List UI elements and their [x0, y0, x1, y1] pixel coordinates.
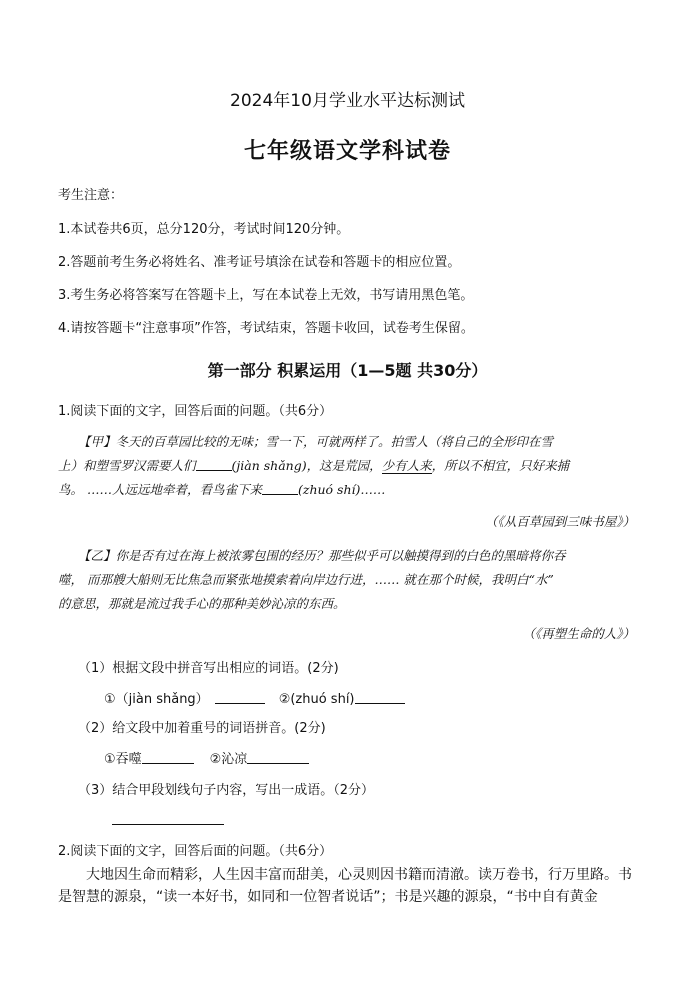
answer-blank[interactable]	[247, 751, 309, 764]
passage-source: （《再塑生命的人》）	[522, 626, 635, 641]
answer-blank[interactable]	[112, 812, 224, 825]
passage-jia-line: 【甲】冬天的百草园比较的无味；雪一下，可就两样了。拍雪人（将自己的全形印在雪	[78, 434, 554, 449]
passage-text: 上）和塑雪罗汉需要人们	[58, 458, 196, 473]
exam-title: 2024年10月学业水平达标测试	[230, 91, 465, 111]
passage-yi-line: 的意思，那就是流过我手心的那种美妙沁凉的东西。	[58, 596, 346, 611]
subquestion-3-prompt: （3）结合甲段划线句子内容，写出一成语。（2分）	[78, 783, 375, 798]
passage-yi-line: 噬， 而那艘大船则无比焦急而紧张地摸索着向岸边行进，…… 就在那个时候，我明白“水”	[58, 572, 554, 587]
question-2-prompt: 2.阅读下面的文字，回答后面的问题。（共6分）	[58, 844, 333, 859]
passage-text: 鸟。 ……人远远地牵着，看鸟雀下来	[58, 482, 262, 497]
part-title: 第一部分 积累运用（1—5题 共30分）	[207, 361, 488, 380]
answer-blank[interactable]	[355, 691, 405, 704]
passage-yi-line: 【乙】你是否有过在海上被浓雾包围的经历？那些似乎可以触摸得到的白色的黑暗将你吞	[78, 548, 566, 563]
answer-blank[interactable]	[196, 458, 232, 471]
subquestion-2-prompt: （2）给文段中加着重号的词语拼音。(2分)	[78, 721, 326, 736]
answer-blank[interactable]	[215, 691, 265, 704]
pinyin-hint: (jiàn shǎng)，这是荒园，	[231, 458, 382, 473]
notice-heading: 考生注意：	[58, 188, 124, 203]
answer-label: ①（jiàn shǎng）	[104, 692, 209, 707]
underlined-phrase: 少有人来	[381, 458, 432, 473]
subquestion-1-answers	[104, 688, 405, 707]
answer-label: ①吞噬	[104, 752, 142, 767]
subject-title: 七年级语文学科试卷	[243, 139, 451, 164]
notice-item: 3.考生务必将答案写在答题卡上，写在本试卷上无效，书写请用黑色笔。	[58, 288, 474, 303]
question-1-prompt: 1.阅读下面的文字，回答后面的问题。（共6分）	[58, 404, 333, 419]
passage-jia-line	[58, 480, 385, 498]
notice-item: 4.请按答题卡“注意事项”作答，考试结束，答题卡收回，试卷考生保留。	[58, 321, 474, 336]
answer-label: ②沁凉	[209, 752, 248, 767]
answer-blank[interactable]	[262, 482, 298, 495]
answer-label: ②(zhuó shí)	[278, 692, 355, 707]
subquestion-1-prompt: （1）根据文段中拼音写出相应的词语。(2分)	[78, 661, 339, 676]
notice-item: 2.答题前考生务必将姓名、准考证号填涂在试卷和答题卡的相应位置。	[58, 255, 461, 270]
passage-jia-line	[58, 456, 569, 474]
subquestion-2-answers	[104, 748, 309, 767]
question-2-passage: 大地因生命而精彩，人生因丰富而甜美，心灵则因书籍而清澈。读万卷书，行万里路。书是智慧的源泉，“读一本好书，如同和一位智者说话”；书是兴趣的源泉，“书中自有黄金	[58, 867, 632, 905]
notice-item: 1.本试卷共6页，总分120分，考试时间120分钟。	[58, 222, 350, 237]
answer-blank[interactable]	[142, 751, 194, 764]
pinyin-hint: (zhuó shí)……	[297, 482, 386, 497]
passage-source: （《从百草园到三味书屋》）	[484, 514, 635, 529]
passage-text: ，所以不相宜，只好来捕	[431, 458, 570, 473]
